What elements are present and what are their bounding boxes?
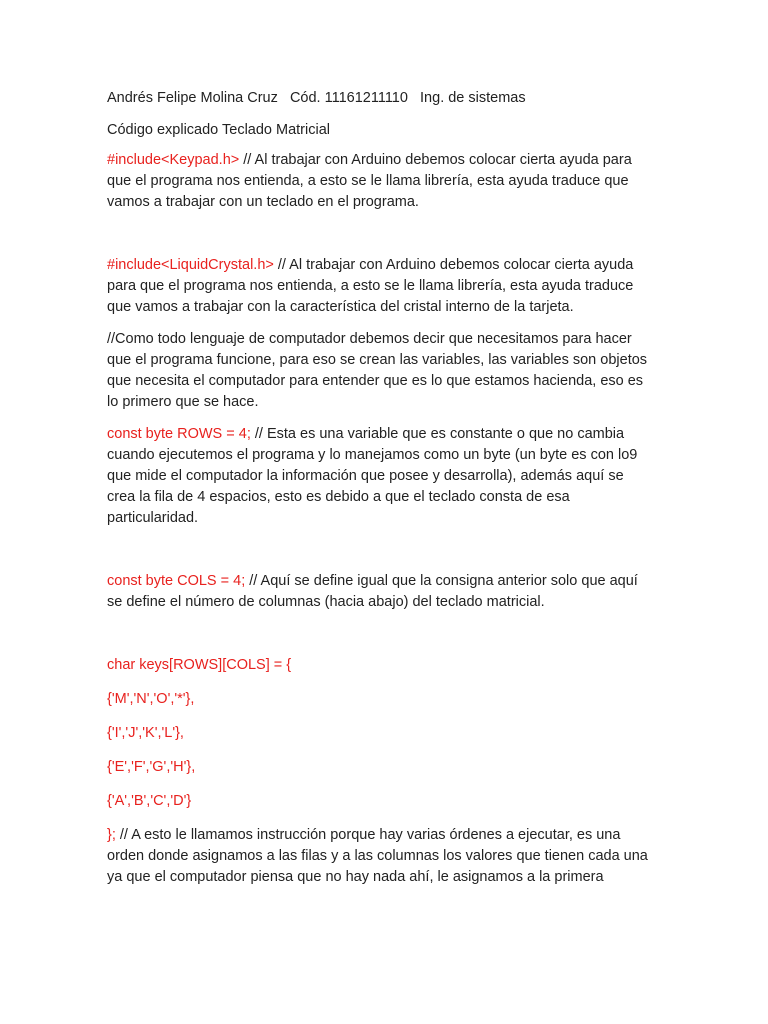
code-snippet: #include<Keypad.h> <box>107 152 240 168</box>
paragraph-const-cols <box>107 571 648 613</box>
code-snippet: #include<LiquidCrystal.h> <box>107 257 274 273</box>
document-header <box>107 88 648 109</box>
explanation-text: // Al trabajar con Arduino debemos colocar cierta ayuda para que el programa nos entienda, a esto se le llama librería, esta ayuda traduce que vamos a trabajar con un teclado en el programa. <box>107 152 632 210</box>
paragraph-variables-intro <box>107 329 648 413</box>
code-keys-row: {'M','N','O','*'}, <box>107 691 195 707</box>
paragraph-include-keypad <box>107 150 648 213</box>
code-snippet: }; <box>107 827 116 843</box>
explanation-text: // Al trabajar con Arduino debemos colocar cierta ayuda para que el programa nos entienda, a esto se le llama librería, esta ayuda traduce que vamos a trabajar con la característica del cristal interno de la tarjeta. <box>107 257 634 315</box>
explanation-text: // Aquí se define igual que la consigna anterior solo que aquí se define el número de columnas (hacia abajo) del teclado matricial. <box>107 573 638 610</box>
explanation-text: //Como todo lenguaje de computador debemos decir que necesitamos para hacer que el programa funcione, para eso se crean las variables, las variables son objetos que necesita el computador para entender que es lo que estamos hacienda, eso es lo primero que se hace. <box>107 331 648 410</box>
document-subtitle: Código explicado Teclado Matricial <box>107 122 330 138</box>
paragraph-include-liquidcrystal <box>107 255 648 318</box>
explanation-text: // A esto le llamamos instrucción porque hay varias órdenes a ejecutar, es una orden donde asignamos a las filas y a las columnas los valores que tienen cada una ya que el computador piensa que no hay nada ahí, le asignamos a la primera <box>107 827 648 885</box>
program-name: Ing. de sistemas <box>420 90 526 106</box>
paragraph-code-close <box>107 825 648 888</box>
code-keys-declaration: char keys[ROWS][COLS] = { <box>107 657 292 673</box>
student-code: Cód. 11161211110 <box>289 90 408 106</box>
paragraph-const-rows <box>107 424 648 529</box>
explanation-text: // Esta es una variable que es constante o que no cambia cuando ejecutemos el programa y lo manejamos como un byte (un byte es con lo9 que mide el computador la información que posee y desarrolla), además aquí se crea la fila de 4 espacios, esto es debido a que el teclado consta de esa particularidad. <box>107 426 638 526</box>
author-name: Andrés Felipe Molina Cruz <box>107 90 278 106</box>
code-snippet: const byte ROWS = 4; <box>107 426 251 442</box>
code-keys-row: {'E','F','G','H'}, <box>107 759 196 775</box>
code-snippet: const byte COLS = 4; <box>107 573 246 589</box>
code-keys-row: {'A','B','C','D'} <box>107 793 192 809</box>
code-keys-row: {'I','J','K','L'}, <box>107 725 184 741</box>
